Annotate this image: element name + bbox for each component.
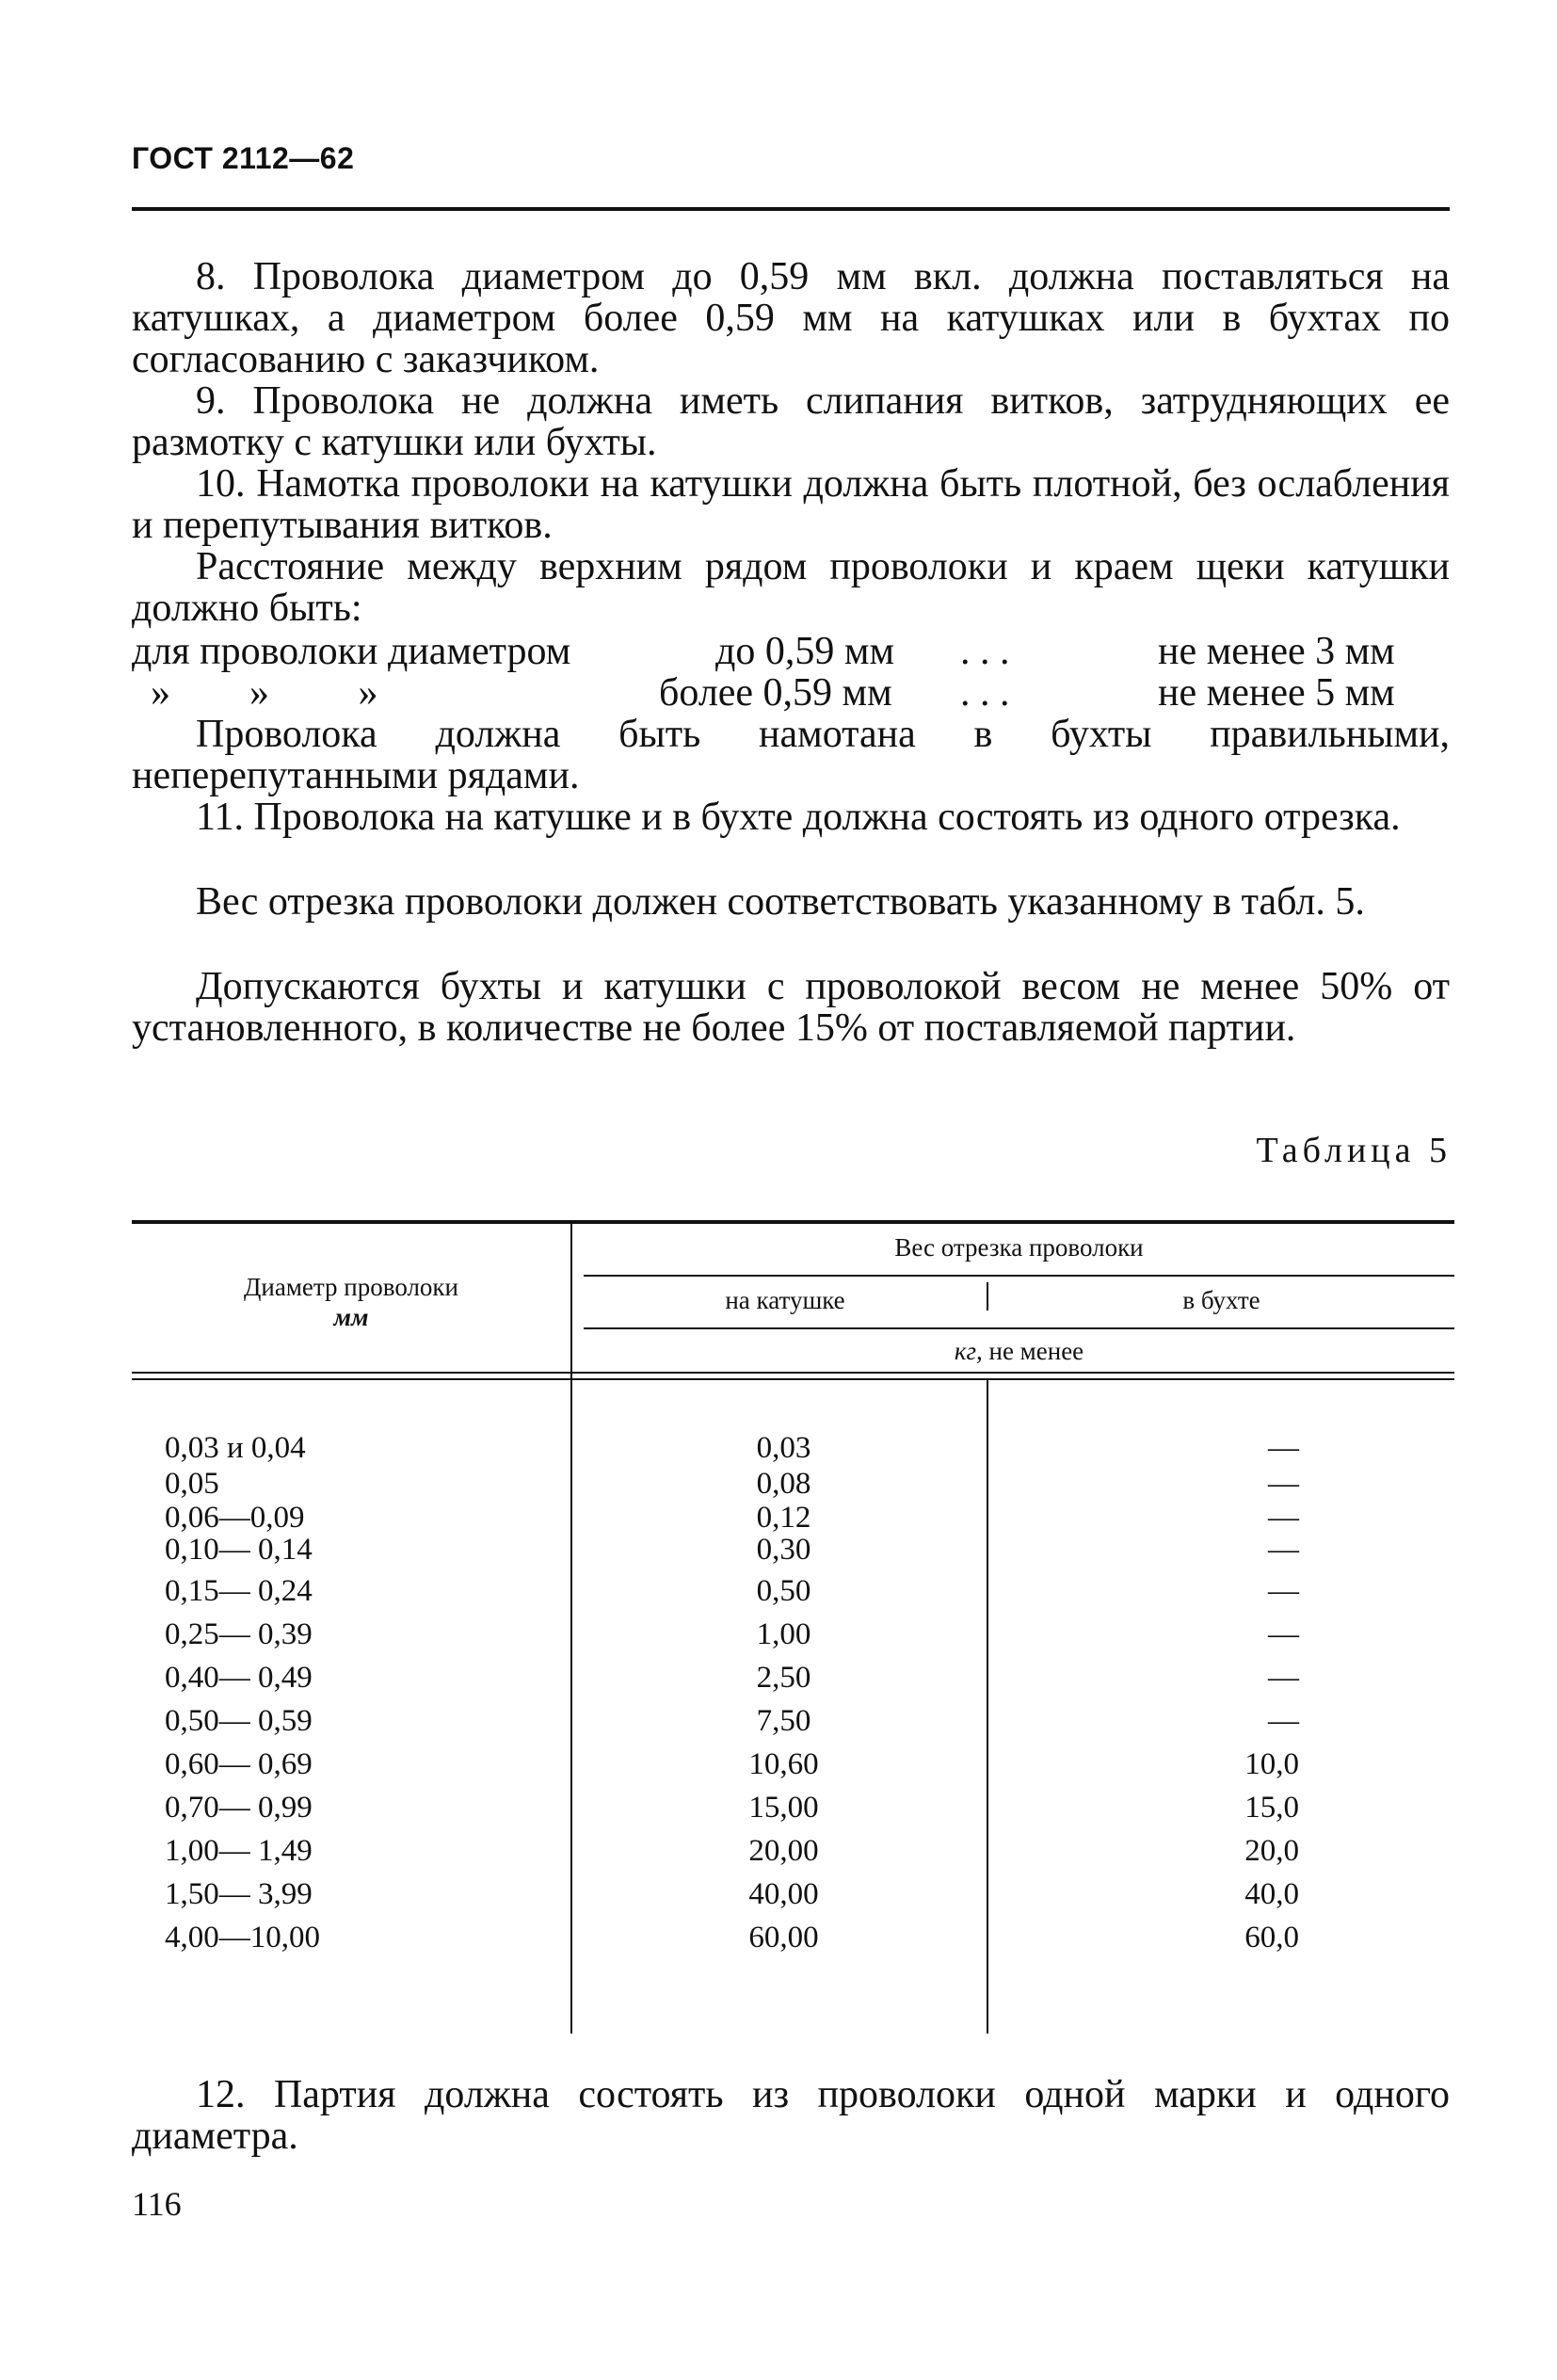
table-header-diameter: Диаметр проволоки (244, 1273, 458, 1301)
table-cell-in-coil: 15,0 (1244, 1791, 1299, 1825)
table-cell-in-coil: 20,0 (1244, 1834, 1299, 1868)
paragraph-11-weight: Вес отрезка проволоки должен соответствовать указанному в табл. 5. (196, 880, 1365, 924)
table-cell-on-spool: 1,00 (756, 1617, 811, 1651)
table-cell-diameter: 4,00—10,00 (165, 1921, 320, 1954)
unit-kg: кг, (954, 1337, 983, 1365)
table-cell-diameter: 0,25— 0,39 (165, 1617, 313, 1651)
table-header-rule-1 (584, 1275, 1454, 1277)
table-cell-on-spool: 2,50 (756, 1661, 811, 1695)
table-cell-on-spool: 60,00 (748, 1921, 819, 1954)
table-header-diameter-unit: мм (333, 1303, 369, 1331)
spec-line-1-range: до 0,59 мм (715, 630, 895, 673)
table-cell-in-coil: 10,0 (1244, 1747, 1299, 1781)
table-cell-diameter: 1,00— 1,49 (165, 1834, 313, 1868)
table-cell-on-spool: 0,50 (756, 1574, 811, 1608)
table-cell-in-coil: — (1268, 1501, 1299, 1535)
paragraph-11-allowance: Допускаются бухты и катушки с проволокой весом не менее 50% от установленного, в количестве не более 15% от поставляемой партии. (132, 965, 1450, 1050)
table-cell-on-spool: 0,08 (756, 1467, 811, 1501)
table-header-rule-2 (584, 1327, 1454, 1329)
table-column-divider-1 (570, 1224, 572, 2034)
spec-line-2-value: не менее 5 мм (1158, 671, 1395, 715)
table-cell-diameter: 0,03 и 0,04 (165, 1431, 306, 1465)
table-cell-on-spool: 7,50 (756, 1704, 811, 1738)
table-cell-in-coil: — (1268, 1574, 1299, 1608)
spec-line-1-value: не менее 3 мм (1158, 630, 1395, 673)
table-cell-diameter: 0,10— 0,14 (165, 1533, 313, 1567)
spec-line-1-label: для проволоки диаметром (132, 630, 571, 673)
table-cell-on-spool: 40,00 (748, 1877, 819, 1911)
table-cell-on-spool: 20,00 (748, 1834, 819, 1868)
table-cell-diameter: 0,60— 0,69 (165, 1747, 313, 1781)
table-cell-diameter: 0,50— 0,59 (165, 1704, 313, 1738)
unit-min: не менее (988, 1337, 1084, 1365)
table-header-on-spool: на катушке (725, 1286, 845, 1314)
paragraph-10-distance: Расстояние между верхним рядом проволоки и краем щеки катушки должно быть: (132, 545, 1450, 630)
table-cell-in-coil: — (1268, 1467, 1299, 1501)
table-cell-in-coil: 60,0 (1244, 1921, 1299, 1954)
table-cell-diameter: 1,50— 3,99 (165, 1877, 313, 1911)
header-rule (132, 207, 1450, 211)
table-cell-in-coil: 40,0 (1244, 1877, 1299, 1911)
paragraph-9: 9. Проволока не должна иметь слипания витков, затрудняющих ее размотку с катушки или бухты. (132, 379, 1450, 464)
table-cell-diameter: 0,06—0,09 (165, 1501, 305, 1535)
paragraph-11: 11. Проволока на катушке и в бухте должна состоять из одного отрезка. (196, 796, 1401, 839)
table-header-bottom-rule-a (132, 1372, 1454, 1374)
table-cell-in-coil: — (1268, 1617, 1299, 1651)
table-cell-in-coil: — (1268, 1661, 1299, 1695)
paragraph-12: 12. Партия должна состоять из проволоки одной марки и одного диаметра. (132, 2073, 1450, 2158)
table-cell-on-spool: 0,30 (756, 1533, 811, 1567)
spec-line-2-dots: . . . (960, 671, 1010, 715)
table-cell-in-coil: — (1268, 1431, 1299, 1465)
paragraph-8: 8. Проволока диаметром до 0,59 мм вкл. должна поставляться на катушках, а диаметром более 0,59 мм на катушках или в бухтах по согласованию с заказчиком. (132, 255, 1450, 381)
table-header-unit (584, 1337, 1454, 1366)
table-cell-diameter: 0,70— 0,99 (165, 1791, 313, 1825)
document-header: ГОСТ 2112—62 (132, 141, 355, 175)
table-top-rule (132, 1220, 1454, 1224)
table-header-in-coil: в бухте (1182, 1286, 1260, 1314)
spec-line-1-dots: . . . (960, 630, 1010, 673)
table-header-bottom-rule-b (132, 1378, 1454, 1380)
table-cell-on-spool: 15,00 (748, 1791, 819, 1825)
table-column-divider-2 (987, 1380, 988, 2034)
table-cell-diameter: 0,15— 0,24 (165, 1574, 313, 1608)
table-cell-on-spool: 0,03 (756, 1431, 811, 1465)
table-cell-diameter: 0,05 (165, 1467, 219, 1501)
table-cell-on-spool: 0,12 (756, 1501, 811, 1535)
table-cell-diameter: 0,40— 0,49 (165, 1661, 313, 1695)
spec-line-2-label: » » » (151, 671, 378, 715)
table-cell-in-coil: — (1268, 1533, 1299, 1567)
paragraph-10-coils: Проволока должна быть намотана в бухты правильными, неперепутанными рядами. (132, 713, 1450, 797)
table-header-weight: Вес отрезка проволоки (894, 1233, 1144, 1262)
table-cell-on-spool: 10,60 (748, 1747, 819, 1781)
spec-line-2-range: более 0,59 мм (659, 671, 892, 715)
paragraph-10: 10. Намотка проволоки на катушки должна быть плотной, без ослабления и перепутывания витков. (132, 462, 1450, 547)
page-number: 116 (132, 2185, 182, 2223)
table-caption: Таблица 5 (1256, 1131, 1452, 1170)
table-cell-in-coil: — (1268, 1704, 1299, 1738)
